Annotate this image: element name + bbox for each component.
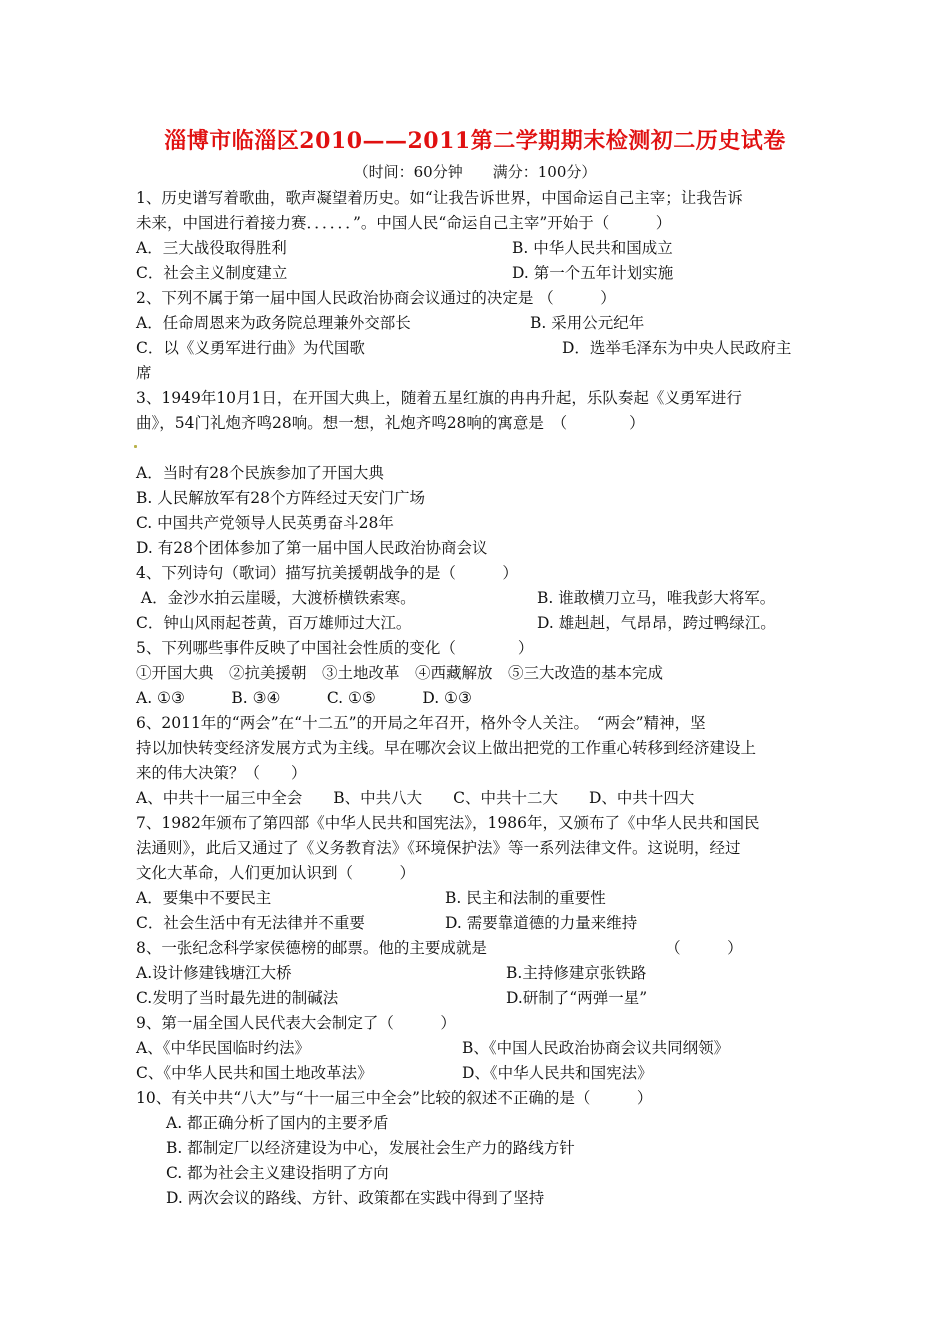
q6-line3: 来的伟大决策？（ ） [136, 764, 307, 782]
q2-option-b: B. 采用公元纪年 [530, 314, 645, 332]
exam-meta: （时间：60分钟 满分：100分） [353, 163, 597, 181]
q4-stem: 4、下列诗句（歌词）描写抗美援朝战争的是（ ） [136, 564, 518, 582]
q8-option-c: C.发明了当时最先进的制碱法 [136, 989, 339, 1007]
q3-option-a: A．当时有28个民族参加了开国大典 [136, 464, 384, 482]
q6-line2: 持以加快转变经济发展方式为主线。早在哪次会议上做出把党的工作重心转移到经济建设上 [136, 739, 757, 757]
q7-option-b: B. 民主和法制的重要性 [445, 889, 606, 907]
q7-line3: 文化大革命，人们更加认识到（ ） [136, 864, 416, 882]
q10-option-d: D. 两次会议的路线、方针、政策都在实践中得到了坚持 [166, 1189, 545, 1207]
q2-option-d-cont: 席 [136, 364, 152, 382]
q9-option-a: A、《中华民国临时约法》 [136, 1039, 310, 1057]
q9-option-b: B、《中国人民政治协商会议共同纲领》 [462, 1039, 730, 1057]
q8-option-a: A.设计修建钱塘江大桥 [136, 964, 292, 982]
q9-stem: 9、第一届全国人民代表大会制定了（ ） [136, 1014, 456, 1032]
q10-option-b: B. 都制定厂以经济建设为中心，发展社会生产力的路线方针 [166, 1139, 575, 1157]
q3-line1: 3、1949年10月1日，在开国大典上，随着五星红旗的冉冉升起，乐队奏起《义勇军进行 [136, 389, 742, 407]
q10-option-c: C. 都为社会主义建设指明了方向 [166, 1164, 389, 1182]
q10-option-a: A. 都正确分析了国内的主要矛盾 [166, 1114, 389, 1132]
q2-option-d: D．选举毛泽东为中央人民政府主 [562, 339, 792, 357]
q8-stem: 8、一张纪念科学家侯德榜的邮票。他的主要成就是 （ ） [136, 939, 743, 957]
q1-line2: 未来，中国进行着接力赛．．．．．．”。中国人民“命运自己主宰”开始于（ ） [136, 214, 672, 232]
q7-option-c: C．社会生活中有无法律并不重要 [136, 914, 365, 932]
q2-option-c: C．以《义勇军进行曲》为代国歌 [136, 339, 365, 357]
q4-option-b: B. 谁敢横刀立马，唯我彭大将军。 [537, 589, 776, 607]
q7-option-d: D. 需要靠道德的力量来维持 [445, 914, 638, 932]
q7-line2: 法通则》，此后又通过了《义务教育法》《环境保护法》等一系列法律文件。这说明，经过 [136, 839, 741, 857]
q5-options: A. ①③ B. ③④ C. ①⑤ D. ①③ [136, 689, 472, 707]
q6-line1: 6、2011年的“两会”在“十二五”的开局之年召开，格外令人关注。 “两会”精神，坚 [136, 714, 706, 732]
q4-option-a: A．金沙水拍云崖暖，大渡桥横铁索寒。 [136, 589, 416, 607]
q5-stem: 5、下列哪些事件反映了中国社会性质的变化（ ） [136, 639, 534, 657]
q1-option-d: D. 第一个五年计划实施 [512, 264, 674, 282]
q6-options: A、中共十一届三中全会 B、中共八大 C、中共十二大 D、中共十四大 [136, 789, 695, 807]
q3-option-b: B. 人民解放军有28个方阵经过天安门广场 [136, 489, 425, 507]
q10-stem: 10、有关中共“八大”与“十一届三中全会”比较的叙述不正确的是（ ） [136, 1089, 653, 1107]
q7-line1: 7、1982年颁布了第四部《中华人民共和国宪法》，1986年，又颁布了《中华人民共和国民 [136, 814, 760, 832]
q1-option-a: A．三大战役取得胜利 [136, 239, 287, 257]
q5-items: ①开国大典 ②抗美援朝 ③土地改革 ④西藏解放 ⑤三大改造的基本完成 [136, 664, 664, 682]
q8-option-d: D.研制了“两弹一星” [506, 989, 648, 1007]
q4-option-c: C．钟山风雨起苍黄，百万雄师过大江。 [136, 614, 412, 632]
stray-mark [134, 445, 137, 448]
q1-option-c: C．社会主义制度建立 [136, 264, 288, 282]
q7-option-a: A．要集中不要民主 [136, 889, 272, 907]
q1-option-b: B. 中华人民共和国成立 [512, 239, 673, 257]
q8-option-b: B.主持修建京张铁路 [506, 964, 647, 982]
q3-line2: 曲》，54门礼炮齐鸣28响。想一想，礼炮齐鸣28响的寓意是 （ ） [136, 414, 645, 432]
q2-stem: 2、下列不属于第一届中国人民政治协商会议通过的决定是 （ ） [136, 289, 616, 307]
q3-option-d: D. 有28个团体参加了第一届中国人民政治协商会议 [136, 539, 488, 557]
q2-option-a: A．任命周恩来为政务院总理兼外交部长 [136, 314, 411, 332]
q3-option-c: C. 中国共产党领导人民英勇奋斗28年 [136, 514, 394, 532]
exam-title: 淄博市临淄区2010——2011第二学期期末检测初二历史试卷 [164, 128, 786, 154]
q1-line1: 1、历史谱写着歌曲，歌声凝望着历史。如“让我告诉世界，中国命运自己主宰；让我告诉 [136, 189, 743, 207]
q9-option-d: D、《中华人民共和国宪法》 [462, 1064, 653, 1082]
q4-option-d: D. 雄赳赳，气昂昂，跨过鸭绿江。 [537, 614, 776, 632]
q9-option-c: C、《中华人民共和国土地改革法》 [136, 1064, 373, 1082]
